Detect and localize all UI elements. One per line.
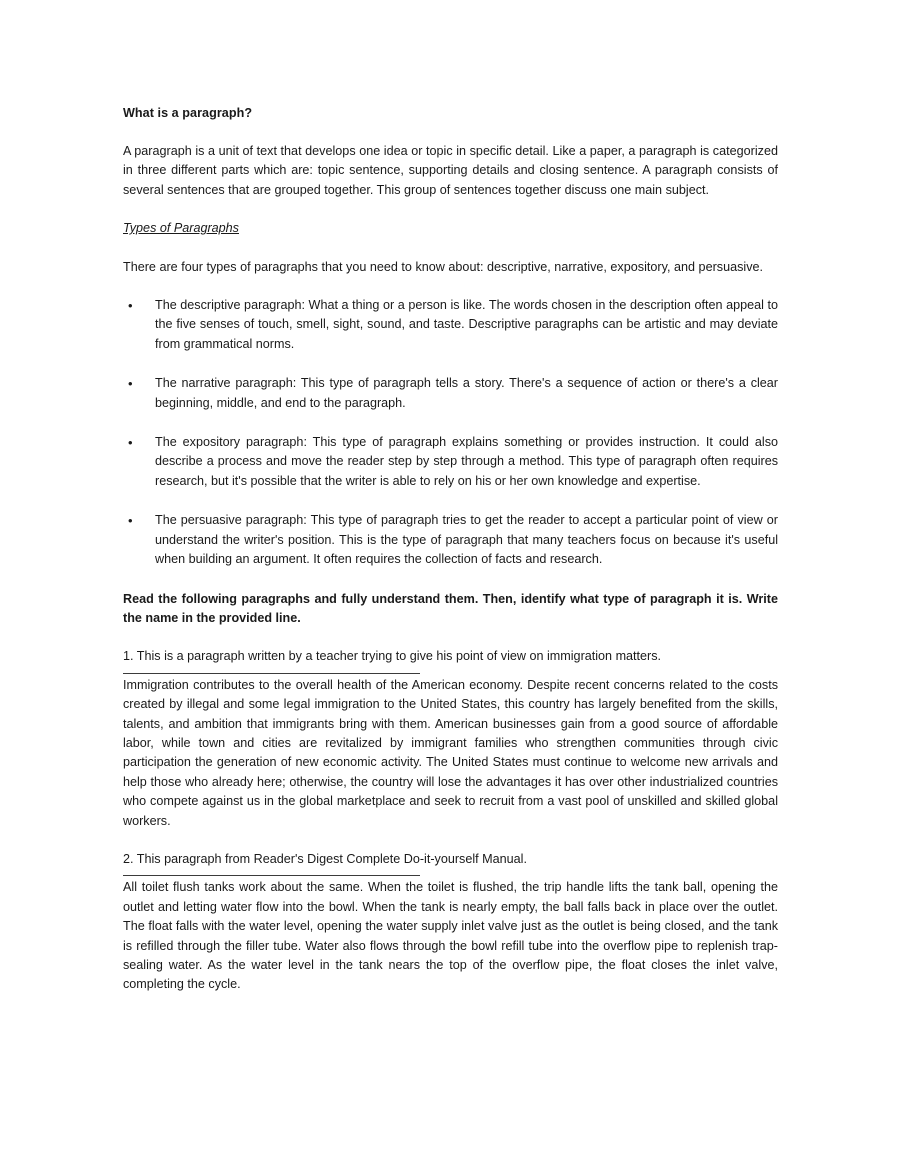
exercise-2-excerpt: All toilet flush tanks work about the same. When the toilet is flushed, the trip handle lifts the tank ball, opening the outlet and letting water flow into the bowl. When the tank is nearly empty, the ball falls back in place over the outlet. The float falls with the water level, opening the water supply inlet valve just as the outlet is being closed, and the tank is refilled through the filler tube. Water also flows through the bowl refill tube into the overflow pipe to replenish trap-sealing water. As the water level in the tank nears the top of the overflow pipe, the float closes the inlet valve, completing the cycle. [123,880,778,992]
exercise-1-prompt: 1. This is a paragraph written by a teacher trying to give his point of view on immigration matters. [123,649,662,664]
exercise-1-answer-line[interactable] [123,673,420,674]
list-item-label: The descriptive paragraph: What a thing or a person is like. The words chosen in the description often appeal to the five senses of touch, smell, sight, sound, and taste. Descriptive paragraphs can be artistic and may deviate from grammatical norms. [155,298,778,351]
list-item-label: The persuasive paragraph: This type of paragraph tries to get the reader to accept a particular point of view or understand the writer's position. This is the type of paragraph that many teachers focus on because it's useful when building an argument. It often requires the collection of facts and research. [155,513,778,567]
bullet-icon: • [128,297,133,313]
intro-paragraph: A paragraph is a unit of text that develops one idea or topic in specific detail. Like a paper, a paragraph is categorized in three different parts which are: topic sentence, supporting details and closing sentence. A paragraph consists of several sentences that are grouped together. This group of sentences together discuss one main subject. [123,144,778,197]
paragraph-types-list [123,296,778,569]
section-heading-label: Types of Paragraphs [123,221,239,236]
exercise-1-excerpt: Immigration contributes to the overall health of the American economy. Despite recent concerns related to the costs created by illegal and some legal immigration to the United States, this country has largely benefited from the skills, talents, and ambition that immigrants bring with them. American businesses gain from a good source of affordable labor, while town and cities are revitalized by immigrant families who strengthen communities through civic participation the generation of new economic activity. The United States must continue to welcome new arrivals and help those who already here; otherwise, the country will lose the advantages it has over other industrialized countries who compete against us in the global marketplace and seek to recruit from a vast pool of unskilled and skilled global workers. [123,677,778,828]
page-title: What is a paragraph? [123,106,253,120]
bullet-icon: • [128,375,133,391]
list-item-label: The expository paragraph: This type of paragraph explains something or provides instruction. It could also describe a process and move the reader step by step through a method. This type of paragraph often requires research, but it's possible that the writer is able to rely on his or her own knowledge and expertise. [155,435,778,488]
bullet-icon: • [128,434,133,450]
list-item-label: The narrative paragraph: This type of paragraph tells a story. There's a sequence of action or there's a clear beginning, middle, and end to the paragraph. [155,376,778,410]
list-item [128,433,778,491]
section-intro-paragraph: There are four types of paragraphs that you need to know about: descriptive, narrative, expository, and persuasive. [123,259,764,274]
bullet-icon: • [128,512,133,528]
exercise-2-prompt: 2. This paragraph from Reader's Digest Complete Do-it-yourself Manual. [123,851,527,866]
exercise-2-answer-line[interactable] [123,875,420,876]
list-item [128,374,778,413]
instruction-text: Read the following paragraphs and fully understand them. Then, identify what type of paragraph it is. Write the name in the provided line. [123,591,778,625]
section-heading-types-of-paragraphs [123,219,778,238]
list-item [128,511,778,569]
list-item [128,296,778,354]
